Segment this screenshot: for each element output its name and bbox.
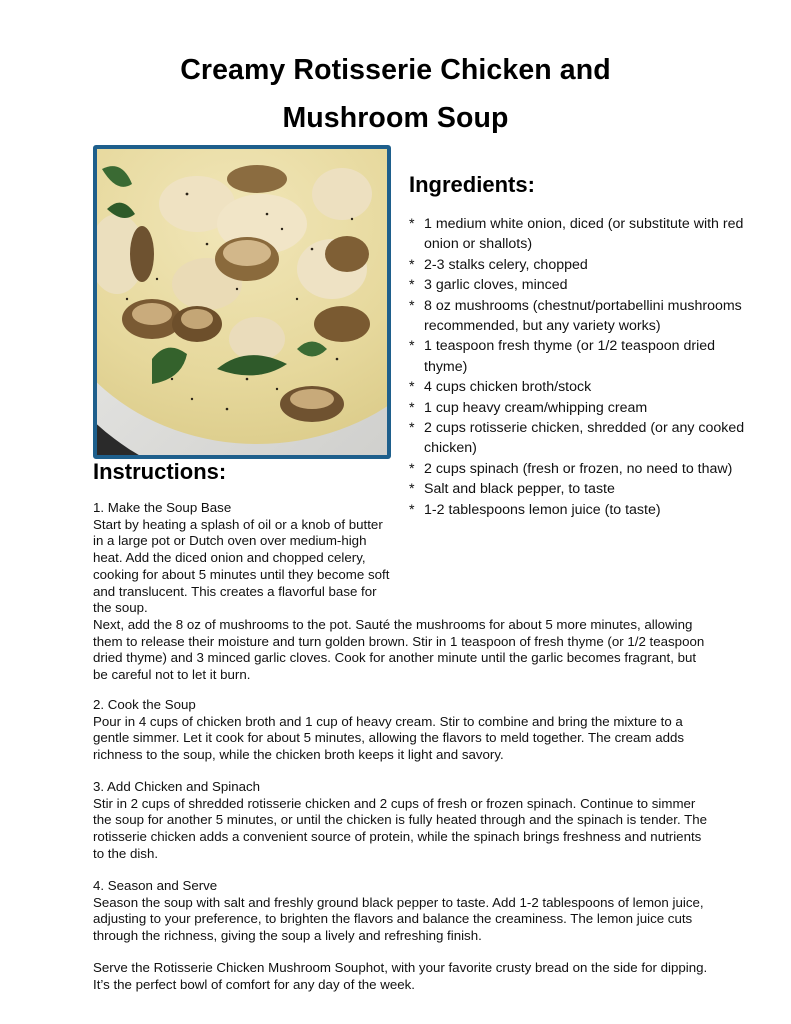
bullet-icon: *: [409, 297, 415, 314]
bullet-icon: *: [409, 399, 415, 416]
ingredient-item: * 3 garlic cloves, minced: [409, 275, 759, 295]
recipe-title: [0, 46, 791, 142]
bullet-icon: *: [409, 379, 415, 396]
step-text: Season the soup with salt and freshly ground black pepper to taste. Add 1-2 tablespoons of lemon juice, adjusting to your preference, to brighten the flavors and balance the creaminess. The lemon juice cuts through the richness, giving the soup a lively and refreshing finish.: [93, 894, 704, 944]
step-text: Pour in 4 cups of chicken broth and 1 cup of heavy cream. Stir to combine and bring the mixture to a gentle simmer. Let it cook for about 5 minutes, allowing the flavors to meld together. The cream adds richness to the soup, while the chicken broth keeps it light and savory.: [93, 713, 685, 763]
step-text: Stir in 2 cups of shredded rotisserie chicken and 2 cups of fresh or frozen spinach. Continue to simmer the soup for another 5 minutes, or until the chicken is fully heated through and the spinach is tender. The rotisserie chicken adds a convenient source of protein, while the spinach brings freshness and nutrients to the dish.: [93, 795, 708, 861]
step-title: 1. Make the Soup Base: [93, 500, 232, 515]
step-title: 2. Cook the Soup: [93, 697, 196, 712]
soup-photo: [93, 145, 391, 459]
ingredient-item: * Salt and black pepper, to taste: [409, 479, 759, 499]
bullet-icon: *: [409, 501, 415, 518]
bullet-icon: *: [409, 216, 415, 232]
bullet-icon: *: [409, 338, 415, 355]
closing-paragraph: [93, 960, 713, 993]
ingredient-item: * 4 cups chicken broth/stock: [409, 377, 759, 397]
step-text: Next, add the 8 oz of mushrooms to the pot. Sauté the mushrooms for about 5 more minutes, allowing them to release their moisture and turn golden brown. Stir in 1 teaspoon of fresh thyme (or 1/2 teaspoon dried thyme) and 3 minced garlic cloves. Cook for another minute until the garlic becomes fragrant, but be careful not to let it burn.: [93, 617, 705, 683]
ingredient-item: * 1 teaspoon fresh thyme (or 1/2 teaspoon dried thyme): [409, 338, 716, 375]
closing-text: Serve the Rotisserie Chicken Mushroom Souphot, with your favorite crusty bread on the side for dipping. It’s the perfect bowl of comfort for any day of the week.: [93, 960, 708, 992]
bullet-icon: *: [409, 481, 415, 498]
ingredient-item: * 1 cup heavy cream/whipping cream: [409, 398, 759, 418]
recipe-title-line-1: Creamy Rotisserie Chicken and: [180, 54, 611, 86]
ingredient-item: * 2 cups spinach (fresh or frozen, no need to thaw): [409, 459, 759, 479]
bullet-icon: *: [409, 460, 415, 477]
ingredient-item: * 2-3 stalks celery, chopped: [409, 255, 759, 275]
step-title: 4. Season and Serve: [93, 878, 218, 893]
ingredients-list: [409, 214, 759, 520]
step-1-continued: [93, 617, 713, 684]
ingredient-item: * 8 oz mushrooms (chestnut/portabellini mushrooms recommended, but any variety works): [409, 297, 742, 335]
ingredient-item: * 2 cups rotisserie chicken, shredded (or any cooked chicken): [409, 420, 745, 457]
ingredient-item: * 1 medium white onion, diced (or substitute with red onion or shallots): [409, 216, 744, 253]
bullet-icon: *: [409, 277, 415, 294]
step-4: [93, 878, 713, 945]
step-title: 3. Add Chicken and Spinach: [93, 779, 261, 794]
step-2: [93, 697, 713, 764]
ingredients-heading: Ingredients:: [409, 172, 535, 197]
instructions-heading: Instructions:: [93, 459, 227, 484]
soup-bowl-illustration: [97, 149, 387, 455]
recipe-title-line-2: Mushroom Soup: [282, 102, 509, 134]
step-3: [93, 779, 713, 863]
bullet-icon: *: [409, 420, 415, 437]
ingredient-item: * 1-2 tablespoons lemon juice (to taste): [409, 500, 759, 520]
step-text: Start by heating a splash of oil or a knob of butter in a large pot or Dutch oven over medium-high heat. Add the diced onion and chopped celery, cooking for about 5 minutes until they become soft and translucent. This creates a flavorful base for the soup.: [93, 516, 390, 616]
bullet-icon: *: [409, 256, 415, 273]
step-1-intro: [93, 500, 393, 617]
